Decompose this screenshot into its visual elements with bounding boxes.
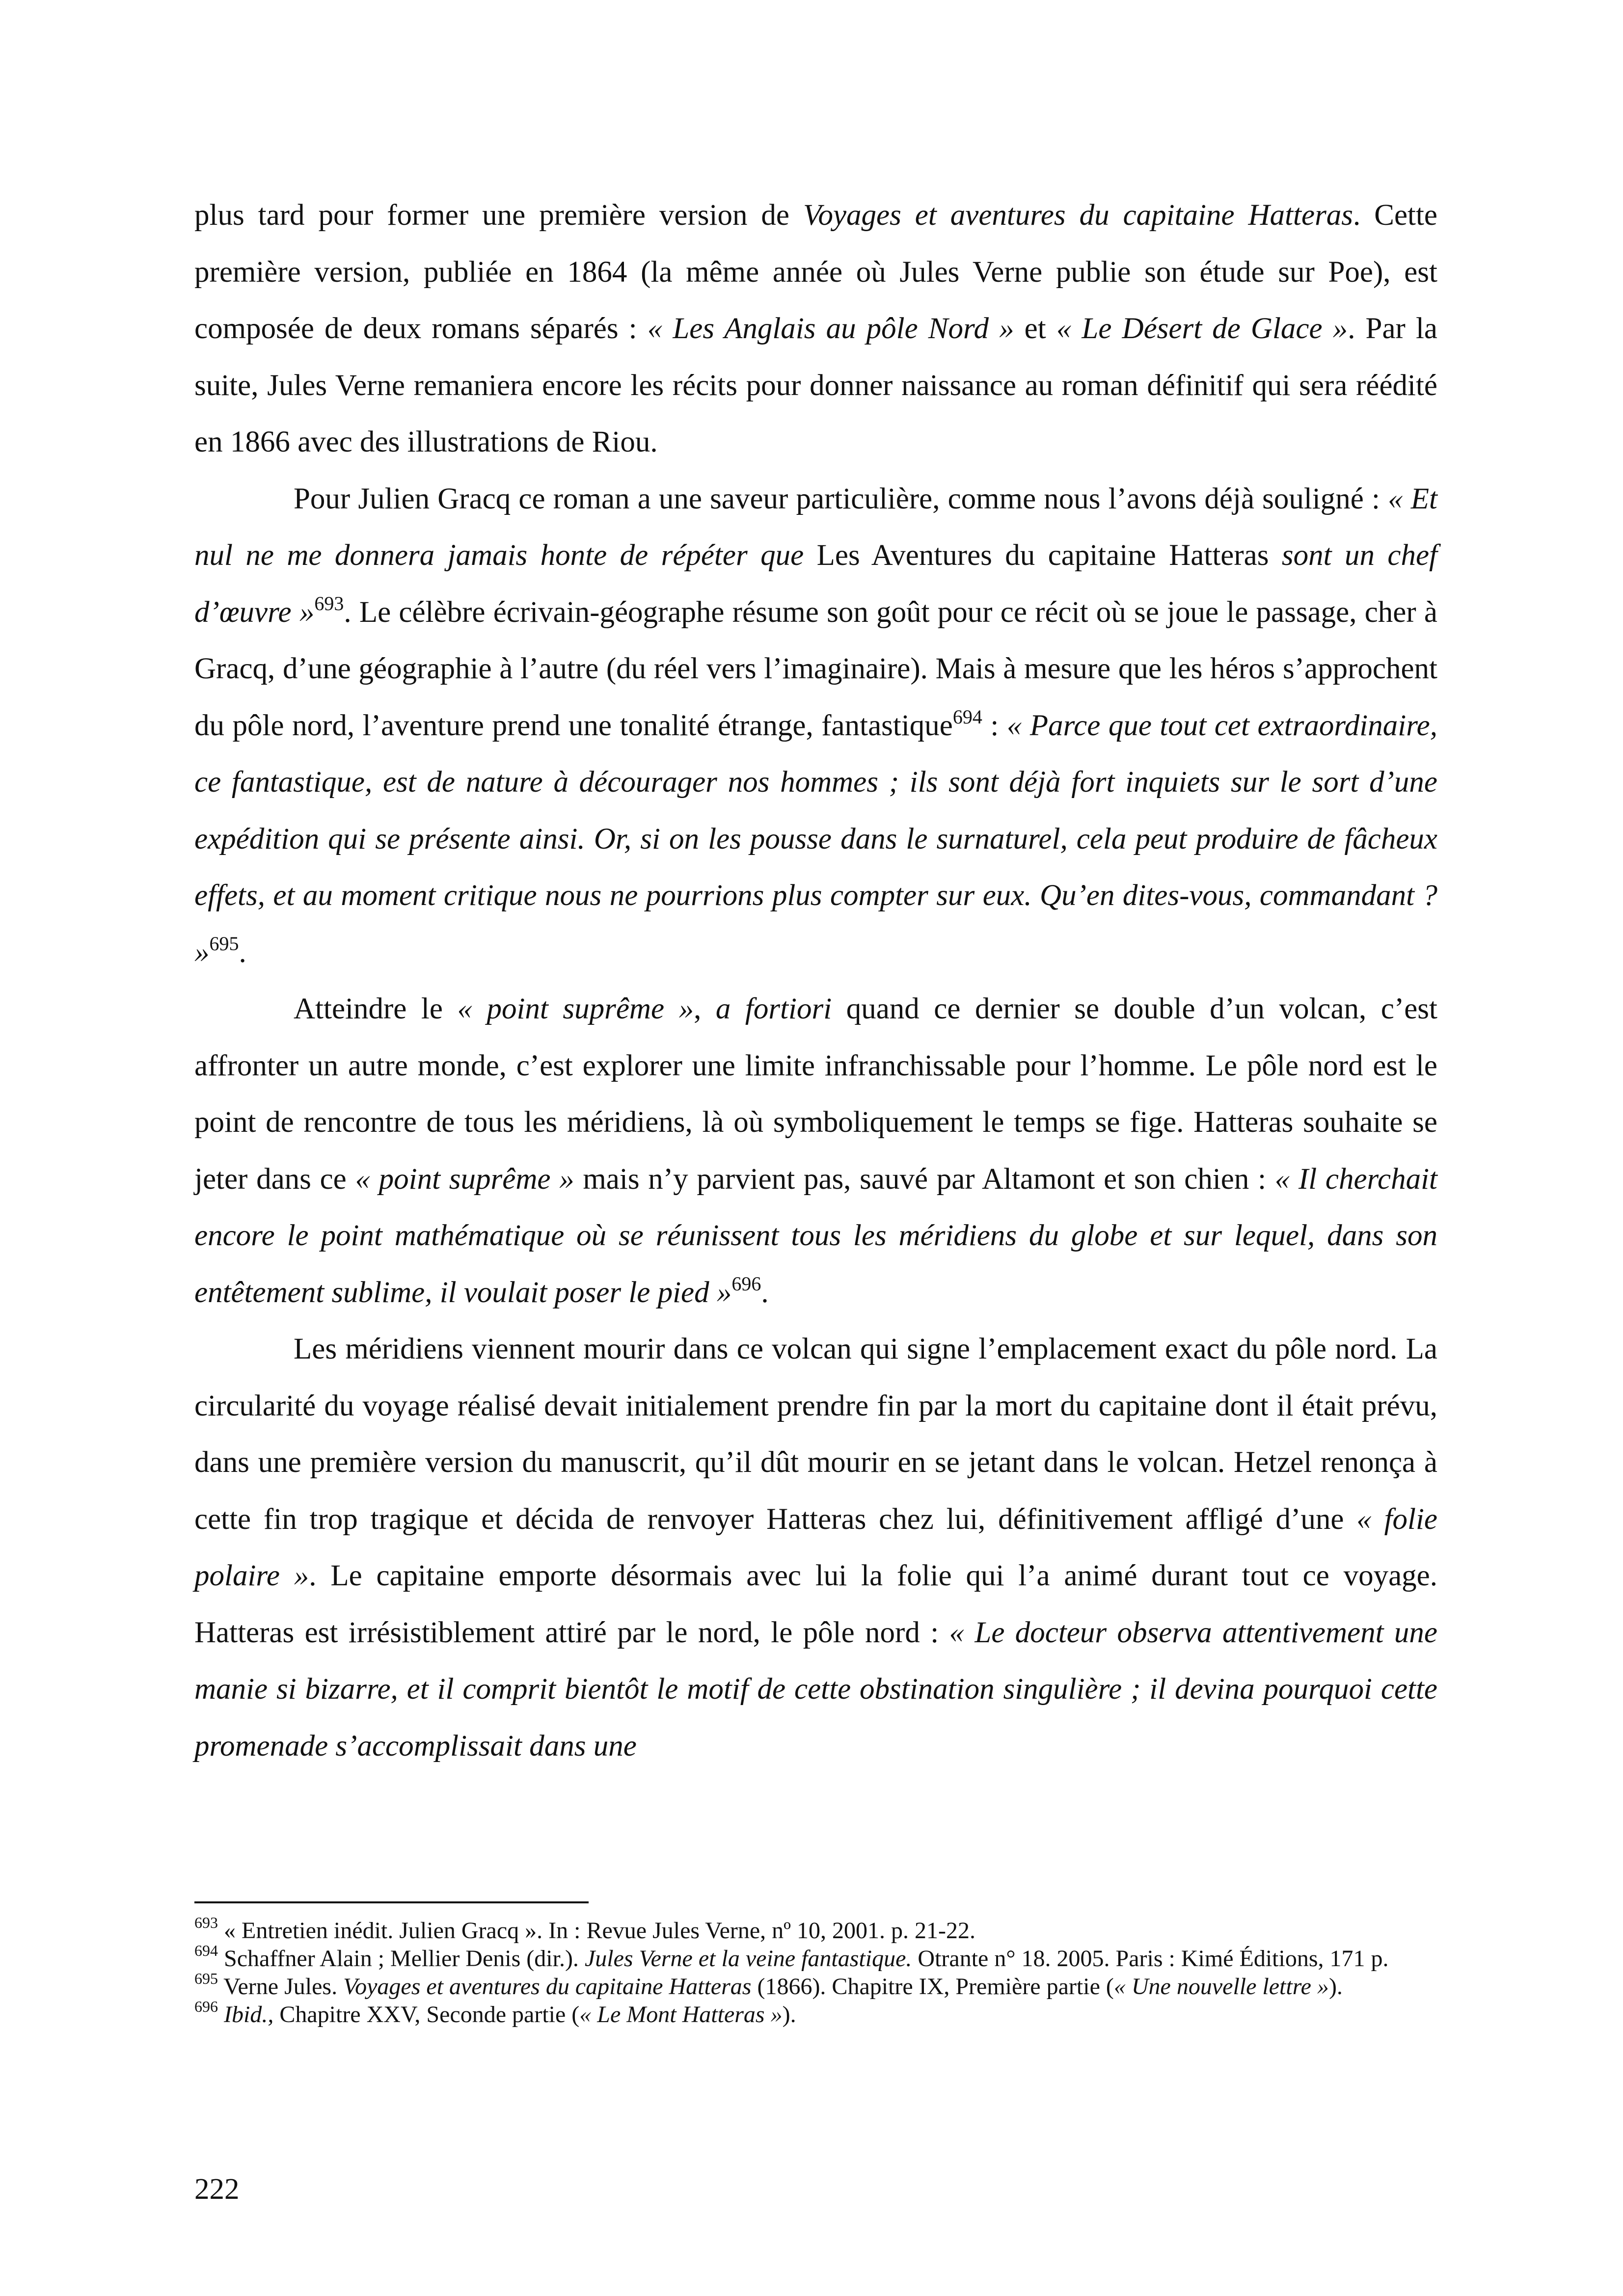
footnote-text: ). — [1328, 1974, 1343, 2000]
paragraph-3 — [194, 981, 1437, 1321]
quotation: « Parce que tout cet extraordinaire, ce fantastique, est de nature à décourager nos hommes ; ils sont déjà fort inquiets sur le sort d’une expédition qui se présente ainsi. Or, si on les pousse dans le surnaturel, cela peut produire de fâcheux effets, et au moment critique nous ne pourrions plus compter sur eux. Qu’en dites-vous, commandant ? » — [194, 709, 1437, 969]
book-title-roman: Les Aventures du capitaine Hatteras — [816, 539, 1282, 572]
footnote-number: 694 — [194, 1942, 218, 1959]
footnote-693 — [194, 1914, 1437, 1945]
footnote-text: (1866). Chapitre IX, Première partie ( — [751, 1974, 1114, 2000]
text-run: . — [761, 1276, 769, 1309]
quotation: « folie polaire » — [194, 1502, 1438, 1592]
footnote-695 — [194, 1970, 1437, 2001]
quotation: sont un chef d’œuvre » — [194, 539, 1437, 629]
text-run: mais n’y parvient pas, sauvé par Altamont et son chien : — [574, 1162, 1275, 1196]
text-run: . Cette première version, publiée en 1864 (la même année où Jules Verne publie son étude sur Poe), est composée de deux romans séparés : — [194, 199, 1437, 345]
book-title: Jules Verne et la veine fantastique. — [584, 1946, 912, 1972]
footnote-ref-694: 694 — [952, 706, 982, 728]
footnote-text: Verne Jules. — [223, 1974, 344, 2000]
footnote-number: 693 — [194, 1914, 218, 1931]
paragraph-4 — [194, 1321, 1437, 1774]
quotation: « Le docteur observa attentivement une manie si bizarre, et il comprit bientôt le motif de cette obstination singulière ; il devina pourquoi cette promenade s’accomplissait dans une — [194, 1616, 1437, 1762]
footnote-text: Chapitre XXV, Seconde partie ( — [273, 2002, 580, 2028]
text-run: et — [1014, 312, 1056, 345]
quotation: « Et nul ne me donnera jamais honte de répéter que — [194, 482, 1437, 572]
footnote-ref-696: 696 — [731, 1273, 761, 1295]
footnote-number: 695 — [194, 1970, 218, 1987]
footnote-number: 696 — [194, 1998, 218, 2015]
text-run: Les méridiens viennent mourir dans ce volcan qui signe l’emplacement exact du pôle nord. La circularité du voyage réalisé devait initialement prendre fin par la mort du capitaine dont il était prévu, dans une première version du manuscrit, qu’il dût mourir en se jetant dans le volcan. Hetzel renonça à cette fin trop tragique et décida de renvoyer Hatteras chez lui, définitivement affligé d’une — [194, 1333, 1437, 1536]
book-title: Voyages et aventures du capitaine Hatteras — [803, 199, 1353, 232]
text-run: . Par la suite, Jules Verne remaniera encore les récits pour donner naissance au roman définitif qui sera réédité en 1866 avec des illustrations de Riou. — [194, 312, 1437, 458]
footnote-ref-695: 695 — [209, 933, 239, 955]
quotation: « Il cherchait encore le point mathématique où se réunissent tous les méridiens du globe et sur lequel, dans son entêtement sublime, il voulait poser le pied » — [194, 1162, 1438, 1309]
book-title: « Les Anglais au pôle Nord » — [647, 312, 1014, 345]
book-title: Voyages et aventures du capitaine Hatteras — [343, 1974, 752, 2000]
text-run: Atteindre le — [294, 992, 458, 1025]
footnote-text: Schaffner Alain ; Mellier Denis (dir.). — [224, 1946, 585, 1972]
text-run: quand ce dernier se double d’un volcan, c’est affronter un autre monde, c’est explorer une limite infranchissable pour l’homme. Le pôle nord est le point de rencontre de tous les méridiens, là où symboliquement le temps se fige. Hatteras souhaite se jeter dans ce — [194, 992, 1437, 1196]
body-text — [194, 187, 1437, 1774]
text-run: Pour Julien Gracq ce roman a une saveur particulière, comme nous l’avons déjà souligné : — [294, 482, 1388, 515]
text-run: . Le capitaine emporte désormais avec lui la folie qui l’a animé durant tout ce voyage. Hatteras est irrésistiblement attiré par le nord, le pôle nord : — [194, 1559, 1437, 1649]
footnote-ref-693: 693 — [314, 592, 344, 615]
footnote-separator — [194, 1901, 589, 1903]
footnote-696 — [194, 1998, 1437, 2029]
ibid-abbrev: Ibid., — [224, 2002, 274, 2028]
footnote-text: « Entretien inédit. Julien Gracq ». In : Revue Jules Verne, nº 10, 2001. p. 21-22. — [224, 1918, 976, 1944]
chapter-title: « Le Mont Hatteras » — [579, 2002, 783, 2028]
text-run: . — [239, 935, 246, 969]
text-run: plus tard pour former une première version de — [194, 199, 803, 232]
footnotes — [194, 1914, 1437, 2029]
quotation: « point suprême » — [355, 1162, 574, 1196]
footnote-694 — [194, 1942, 1437, 1973]
text-run: . Le célèbre écrivain-géographe résume son goût pour ce récit où se joue le passage, cher à Gracq, d’une géographie à l’autre (du réel vers l’imaginaire). Mais à mesure que les héros s’approchent du pôle nord, l’aventure prend une tonalité étrange, fantastique — [194, 595, 1438, 742]
latin-phrase: a fortiori — [715, 992, 832, 1025]
paragraph-2 — [194, 471, 1437, 981]
text-run: : — [982, 709, 1007, 742]
book-title: « Le Désert de Glace » — [1056, 312, 1348, 345]
paragraph-1 — [194, 187, 1437, 471]
footnote-text: ). — [782, 2002, 796, 2028]
quotation: « point suprême » — [457, 992, 694, 1025]
page-number: 222 — [194, 2173, 240, 2206]
chapter-title: « Une nouvelle lettre » — [1113, 1974, 1329, 2000]
text-run: , — [694, 992, 716, 1025]
footnote-text: Otrante n° 18. 2005. Paris : Kimé Éditions, 171 p. — [912, 1946, 1389, 1972]
